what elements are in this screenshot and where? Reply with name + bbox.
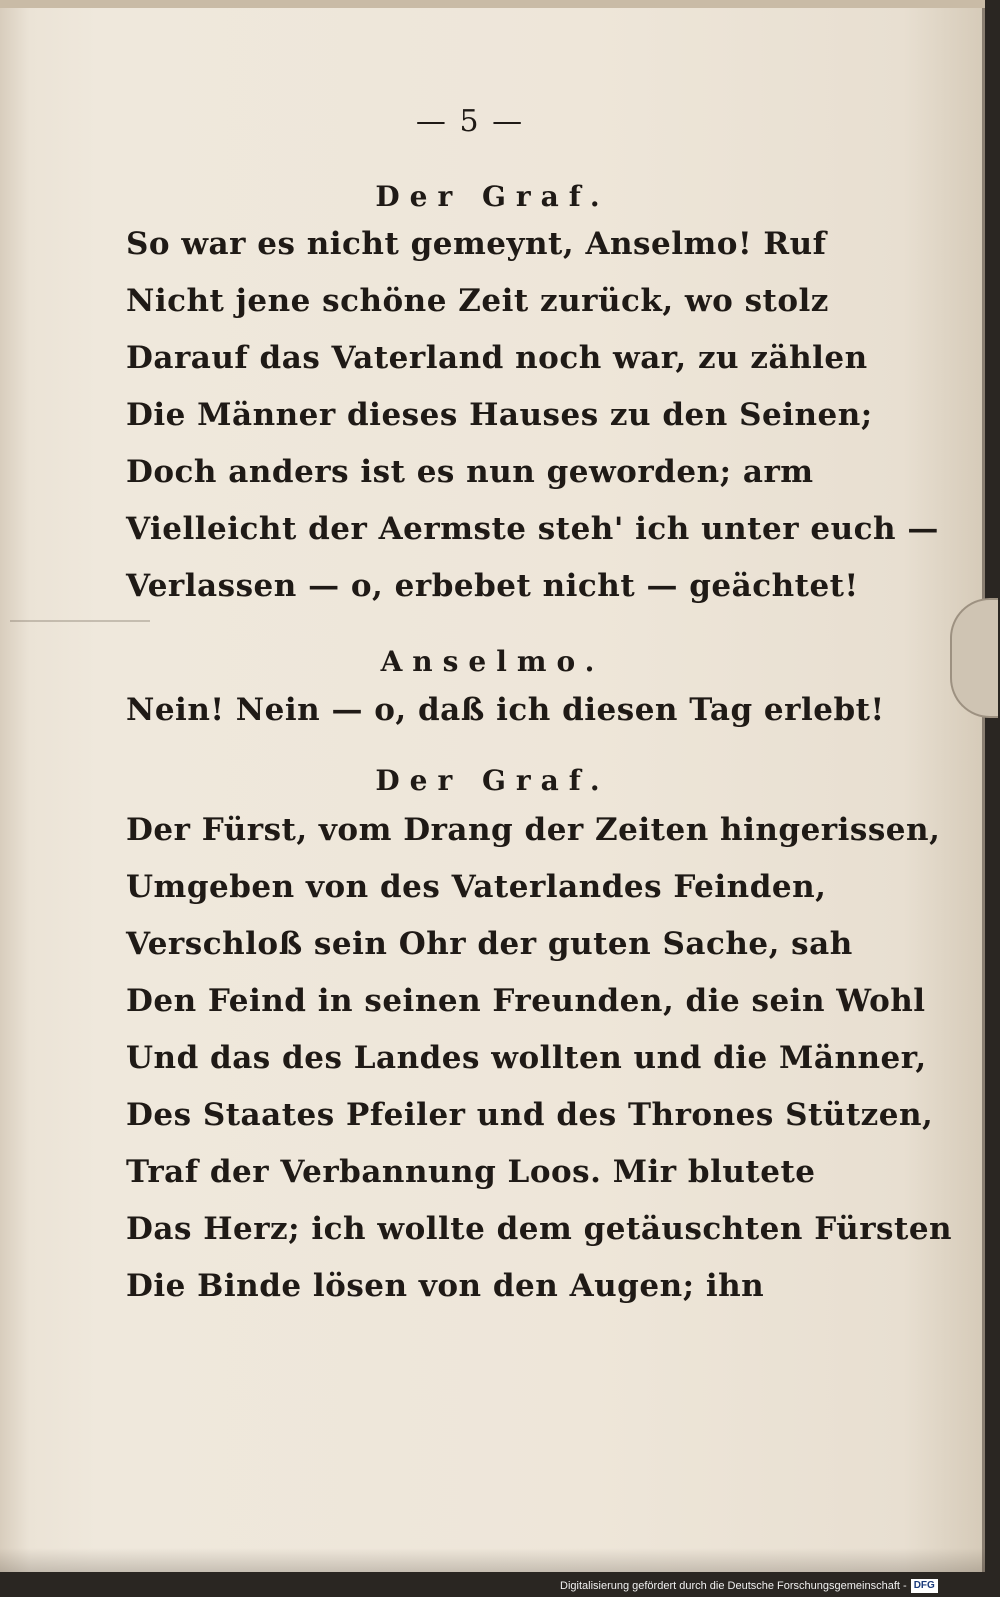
verse-line: Die Binde lösen von den Augen; ihn <box>126 1268 765 1304</box>
verse-line: Doch anders ist es nun geworden; arm <box>126 454 814 490</box>
speaker-heading: Der Graf. <box>375 180 610 213</box>
verse-line: Darauf das Vaterland noch war, zu zählen <box>126 340 868 376</box>
verse-line: Verlassen — o, erbebet nicht — geächtet! <box>126 568 859 604</box>
verse-line: Der Fürst, vom Drang der Zeiten hingerissen, <box>126 812 941 848</box>
verse-line: So war es nicht gemeynt, Anselmo! Ruf <box>126 226 827 262</box>
verse-line: Traf der Verbannung Loos. Mir blutete <box>126 1154 816 1190</box>
page-number: — 5 — <box>415 104 525 139</box>
verse-line: Vielleicht der Aermste steh' ich unter euch — <box>126 511 939 547</box>
verse-line: Das Herz; ich wollte dem getäuschten Fürsten <box>126 1211 953 1247</box>
verse-line: Nein! Nein — o, daß ich diesen Tag erlebt! <box>126 692 885 728</box>
footer-credit-text: Digitalisierung gefördert durch die Deutsche Forschungsgemeinschaft - <box>560 1580 907 1592</box>
verse-line: Verschloß sein Ohr der guten Sache, sah <box>126 926 853 962</box>
speaker-heading: Der Graf. <box>375 764 610 797</box>
verse-line: Den Feind in seinen Freunden, die sein Wohl <box>126 983 926 1019</box>
verse-line: Die Männer dieses Hauses zu den Seinen; <box>126 397 873 433</box>
speaker-heading: Anselmo. <box>380 645 605 678</box>
dfg-logo: DFG <box>911 1579 938 1593</box>
verse-line: Umgeben von des Vaterlandes Feinden, <box>126 869 827 905</box>
verse-line: Des Staates Pfeiler und des Thrones Stützen, <box>126 1097 934 1133</box>
verse-line: Nicht jene schöne Zeit zurück, wo stolz <box>126 283 829 319</box>
digitization-footer <box>560 1576 1000 1597</box>
verse-line: Und das des Landes wollten und die Männer, <box>126 1040 927 1076</box>
